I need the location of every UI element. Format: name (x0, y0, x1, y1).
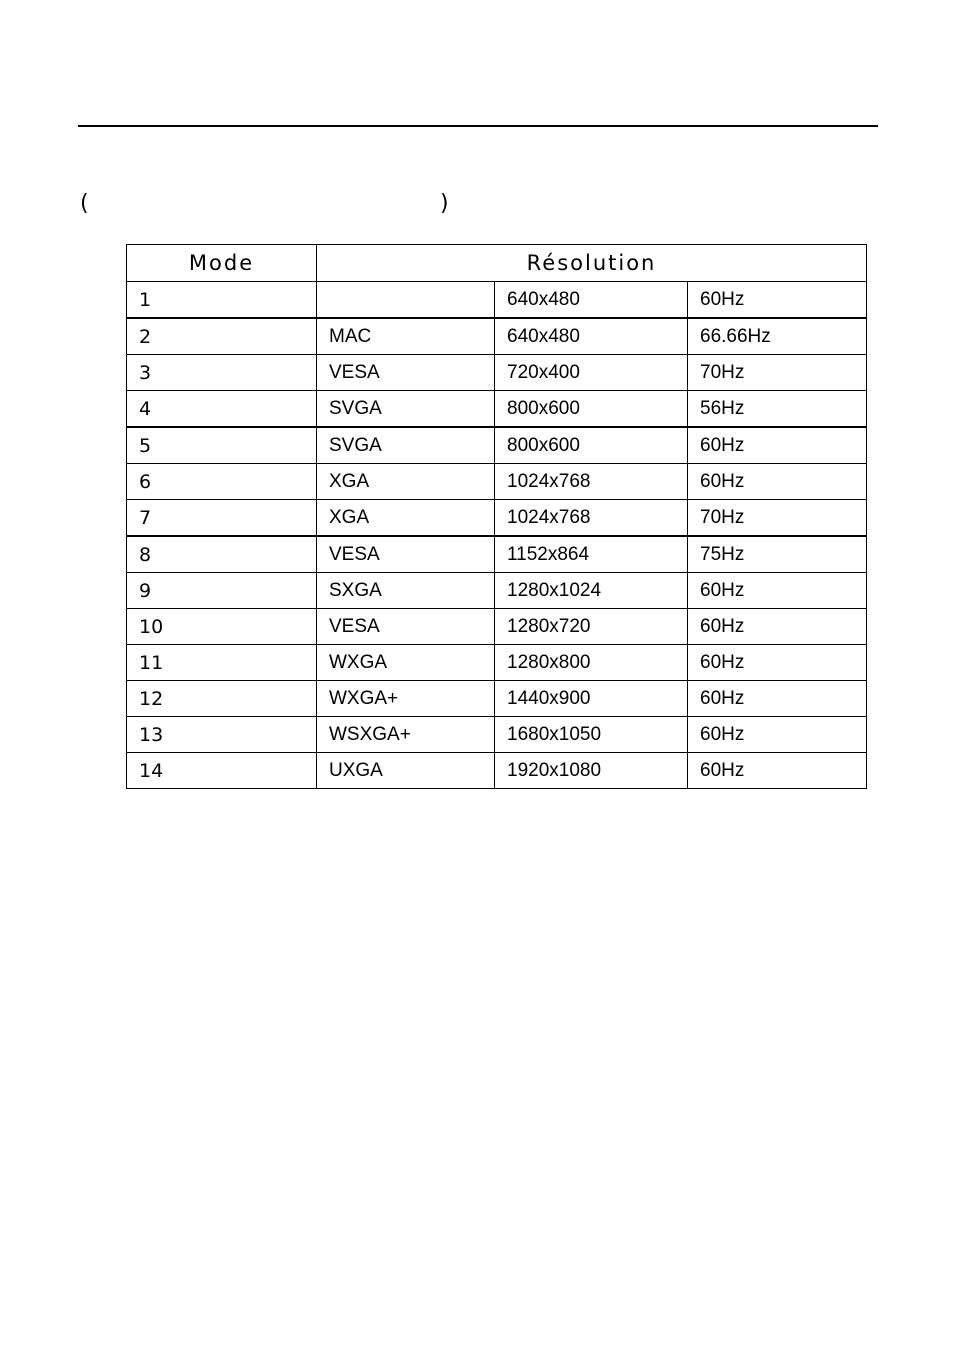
column-header-resolution: Résolution (317, 245, 867, 282)
cell-refresh-rate: 75Hz (688, 536, 867, 573)
cell-mode: 9 (127, 573, 317, 609)
cell-mode: 5 (127, 427, 317, 464)
cell-standard (317, 282, 495, 319)
cell-refresh-rate: 60Hz (688, 645, 867, 681)
cell-refresh-rate: 60Hz (688, 282, 867, 319)
cell-standard: WSXGA+ (317, 717, 495, 753)
display-modes-table (126, 244, 867, 789)
cell-refresh-rate: 70Hz (688, 355, 867, 391)
cell-resolution: 720x400 (495, 355, 688, 391)
cell-standard: WXGA+ (317, 681, 495, 717)
heading-close-paren: ) (440, 191, 449, 216)
cell-standard: SVGA (317, 391, 495, 428)
table-row (127, 753, 867, 789)
heading-open-paren: ( (80, 191, 89, 216)
cell-standard: WXGA (317, 645, 495, 681)
cell-refresh-rate: 60Hz (688, 573, 867, 609)
table-row (127, 355, 867, 391)
cell-standard: XGA (317, 500, 495, 537)
cell-mode: 14 (127, 753, 317, 789)
cell-standard: UXGA (317, 753, 495, 789)
table-row (127, 609, 867, 645)
table-row (127, 318, 867, 355)
table-row (127, 573, 867, 609)
table-row (127, 391, 867, 428)
header-divider (78, 125, 878, 127)
cell-resolution: 640x480 (495, 318, 688, 355)
cell-standard: VESA (317, 609, 495, 645)
cell-resolution: 800x600 (495, 391, 688, 428)
cell-resolution: 1024x768 (495, 500, 688, 537)
cell-mode: 10 (127, 609, 317, 645)
cell-mode: 6 (127, 464, 317, 500)
cell-resolution: 640x480 (495, 282, 688, 319)
cell-resolution: 1280x1024 (495, 573, 688, 609)
table-row (127, 645, 867, 681)
table-row (127, 427, 867, 464)
cell-mode: 2 (127, 318, 317, 355)
cell-refresh-rate: 60Hz (688, 717, 867, 753)
table-row (127, 464, 867, 500)
cell-refresh-rate: 70Hz (688, 500, 867, 537)
table-row (127, 681, 867, 717)
table-row (127, 500, 867, 537)
cell-mode: 12 (127, 681, 317, 717)
cell-resolution: 1024x768 (495, 464, 688, 500)
cell-mode: 11 (127, 645, 317, 681)
cell-mode: 8 (127, 536, 317, 573)
cell-refresh-rate: 60Hz (688, 609, 867, 645)
cell-resolution: 1440x900 (495, 681, 688, 717)
cell-standard: XGA (317, 464, 495, 500)
cell-resolution: 1280x720 (495, 609, 688, 645)
cell-refresh-rate: 60Hz (688, 464, 867, 500)
cell-resolution: 1680x1050 (495, 717, 688, 753)
table-header-row (127, 245, 867, 282)
cell-standard: SVGA (317, 427, 495, 464)
cell-standard: VESA (317, 536, 495, 573)
table-row (127, 536, 867, 573)
cell-refresh-rate: 60Hz (688, 681, 867, 717)
cell-standard: SXGA (317, 573, 495, 609)
cell-refresh-rate: 60Hz (688, 427, 867, 464)
cell-mode: 7 (127, 500, 317, 537)
cell-resolution: 1280x800 (495, 645, 688, 681)
cell-mode: 13 (127, 717, 317, 753)
table-row (127, 282, 867, 319)
cell-standard: MAC (317, 318, 495, 355)
column-header-mode: Mode (127, 245, 317, 282)
cell-refresh-rate: 56Hz (688, 391, 867, 428)
cell-mode: 3 (127, 355, 317, 391)
cell-mode: 4 (127, 391, 317, 428)
cell-standard: VESA (317, 355, 495, 391)
cell-refresh-rate: 60Hz (688, 753, 867, 789)
cell-mode: 1 (127, 282, 317, 319)
cell-refresh-rate: 66.66Hz (688, 318, 867, 355)
table-row (127, 717, 867, 753)
cell-resolution: 800x600 (495, 427, 688, 464)
cell-resolution: 1152x864 (495, 536, 688, 573)
cell-resolution: 1920x1080 (495, 753, 688, 789)
